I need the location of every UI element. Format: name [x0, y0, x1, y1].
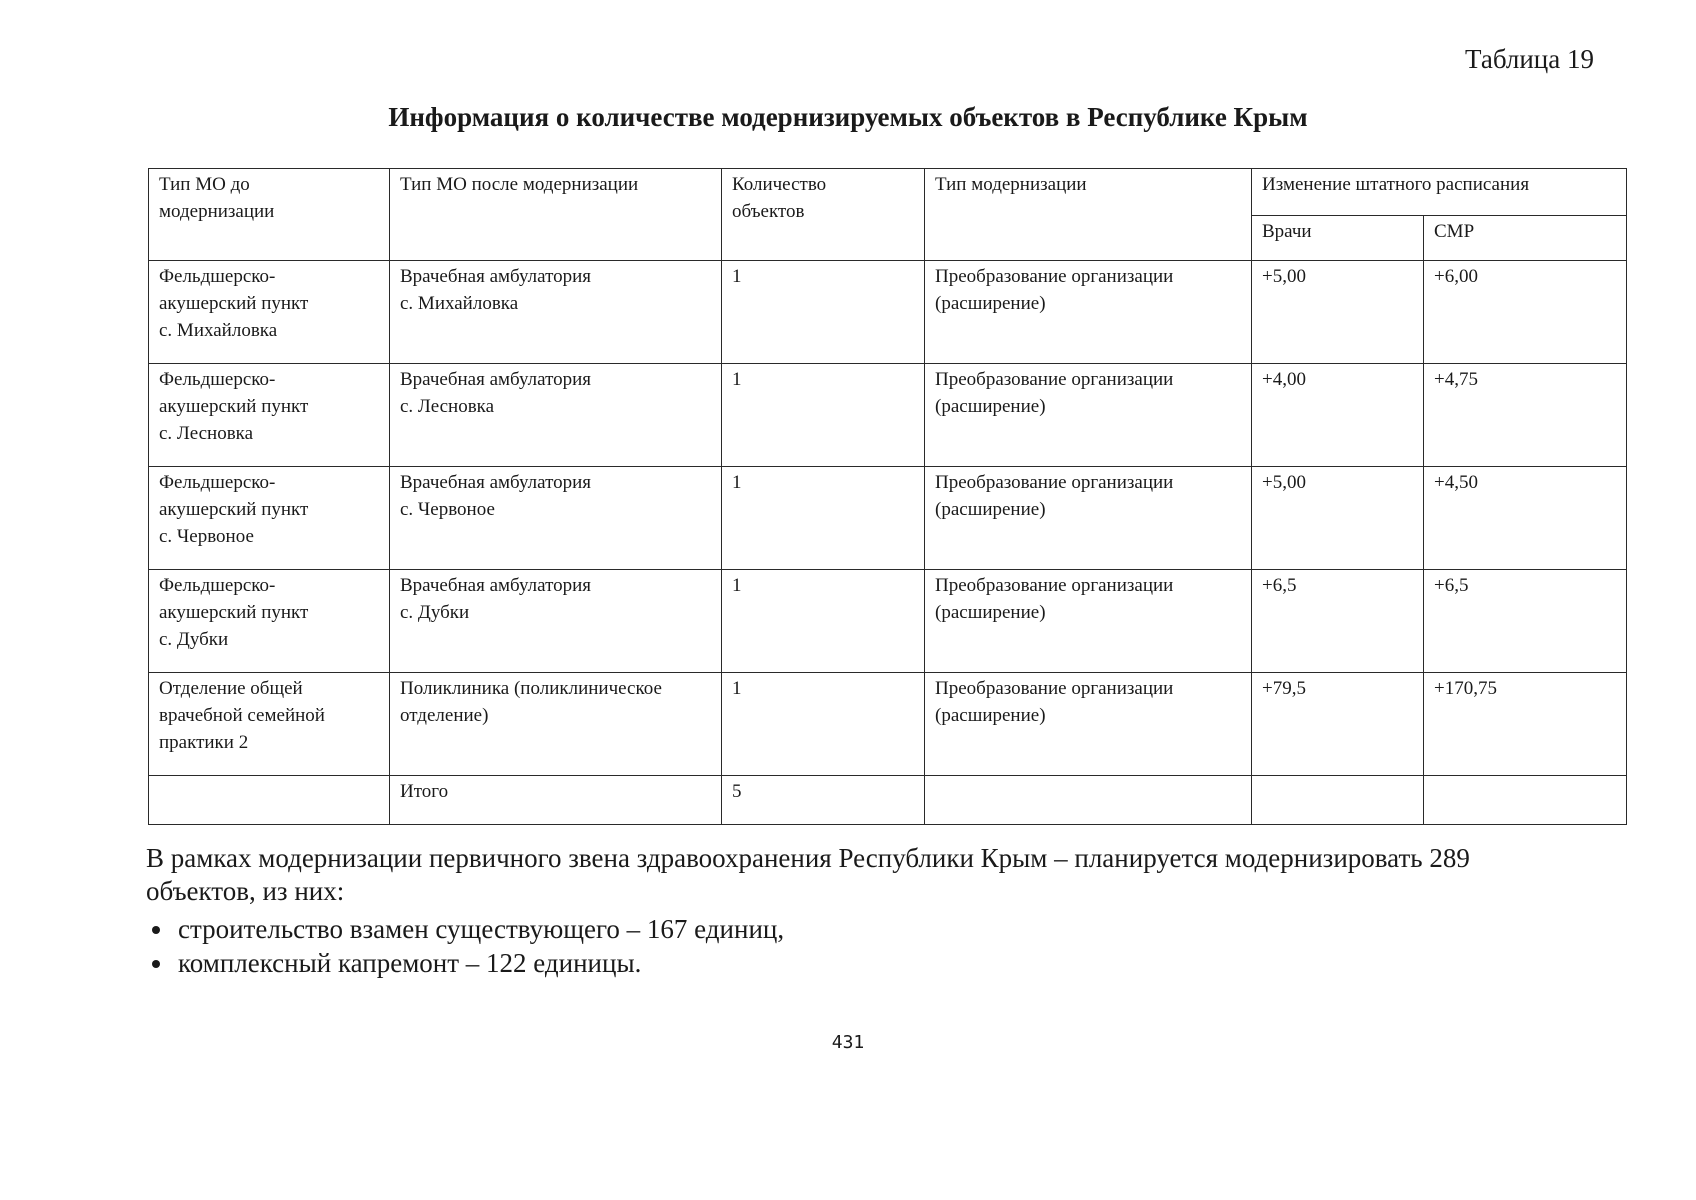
- table-row: [149, 364, 1627, 467]
- total-count: 5: [722, 776, 925, 825]
- cell-doctors: +5,00: [1252, 467, 1424, 570]
- cell-empty: [925, 776, 1252, 825]
- cell-modernization-type: Преобразование организации (расширение): [925, 570, 1252, 673]
- cell-count: 1: [722, 467, 925, 570]
- cell-doctors: +79,5: [1252, 673, 1424, 776]
- cell-type-before: Фельдшерско- акушерский пункт с. Лесновка: [149, 364, 390, 467]
- cell-empty: [1252, 776, 1424, 825]
- header-smr: СМР: [1424, 216, 1627, 261]
- cell-type-after: Поликлиника (поликлиническое отделение): [390, 673, 722, 776]
- header-modernization-type: Тип модернизации: [925, 169, 1252, 261]
- cell-type-after: Врачебная амбулатория с. Червоное: [390, 467, 722, 570]
- cell-doctors: +4,00: [1252, 364, 1424, 467]
- cell-type-after: Врачебная амбулатория с. Лесновка: [390, 364, 722, 467]
- table-row: [149, 673, 1627, 776]
- list-item: [146, 946, 784, 980]
- cell-type-before: Фельдшерско- акушерский пункт с. Червоное: [149, 467, 390, 570]
- cell-doctors: +6,5: [1252, 570, 1424, 673]
- header-count: Количество объектов: [722, 169, 925, 261]
- bullet-list: [146, 912, 784, 980]
- cell-smr: +4,50: [1424, 467, 1627, 570]
- bullet-icon: [152, 960, 160, 968]
- cell-type-before: Отделение общей врачебной семейной практики 2: [149, 673, 390, 776]
- cell-modernization-type: Преобразование организации (расширение): [925, 364, 1252, 467]
- list-item-text: комплексный капремонт – 122 единицы.: [178, 948, 642, 978]
- document-title: Информация о количестве модернизируемых объектов в Республике Крым: [388, 102, 1308, 132]
- cell-count: 1: [722, 673, 925, 776]
- cell-smr: +170,75: [1424, 673, 1627, 776]
- header-staff-change: Изменение штатного расписания: [1252, 169, 1627, 216]
- cell-count: 1: [722, 261, 925, 364]
- header-row: [149, 169, 1627, 216]
- table-row: [149, 570, 1627, 673]
- cell-type-before: Фельдшерско- акушерский пункт с. Дубки: [149, 570, 390, 673]
- cell-modernization-type: Преобразование организации (расширение): [925, 673, 1252, 776]
- header-type-before: Тип МО до модернизации: [149, 169, 390, 261]
- page-number: 431: [831, 1032, 865, 1053]
- cell-empty: [1424, 776, 1627, 825]
- cell-modernization-type: Преобразование организации (расширение): [925, 261, 1252, 364]
- cell-count: 1: [722, 364, 925, 467]
- cell-smr: +4,75: [1424, 364, 1627, 467]
- cell-type-after: Врачебная амбулатория с. Дубки: [390, 570, 722, 673]
- table-row: [149, 467, 1627, 570]
- table-label: Таблица 19: [1465, 44, 1594, 74]
- cell-doctors: +5,00: [1252, 261, 1424, 364]
- table-row: [149, 261, 1627, 364]
- summary-paragraph: В рамках модернизации первичного звена здравоохранения Республики Крым – планируется модернизировать 289 объектов, из них:: [146, 843, 1470, 906]
- cell-type-before: Фельдшерско- акушерский пункт с. Михайловка: [149, 261, 390, 364]
- modernization-table: [148, 168, 1627, 825]
- cell-type-after: Врачебная амбулатория с. Михайловка: [390, 261, 722, 364]
- header-type-after: Тип МО после модернизации: [390, 169, 722, 261]
- bullet-icon: [152, 926, 160, 934]
- cell-smr: +6,5: [1424, 570, 1627, 673]
- list-item: [146, 912, 784, 946]
- total-row: [149, 776, 1627, 825]
- cell-count: 1: [722, 570, 925, 673]
- total-label: Итого: [390, 776, 722, 825]
- cell-empty: [149, 776, 390, 825]
- header-doctors: Врачи: [1252, 216, 1424, 261]
- list-item-text: строительство взамен существующего – 167 единиц,: [178, 914, 785, 944]
- cell-smr: +6,00: [1424, 261, 1627, 364]
- cell-modernization-type: Преобразование организации (расширение): [925, 467, 1252, 570]
